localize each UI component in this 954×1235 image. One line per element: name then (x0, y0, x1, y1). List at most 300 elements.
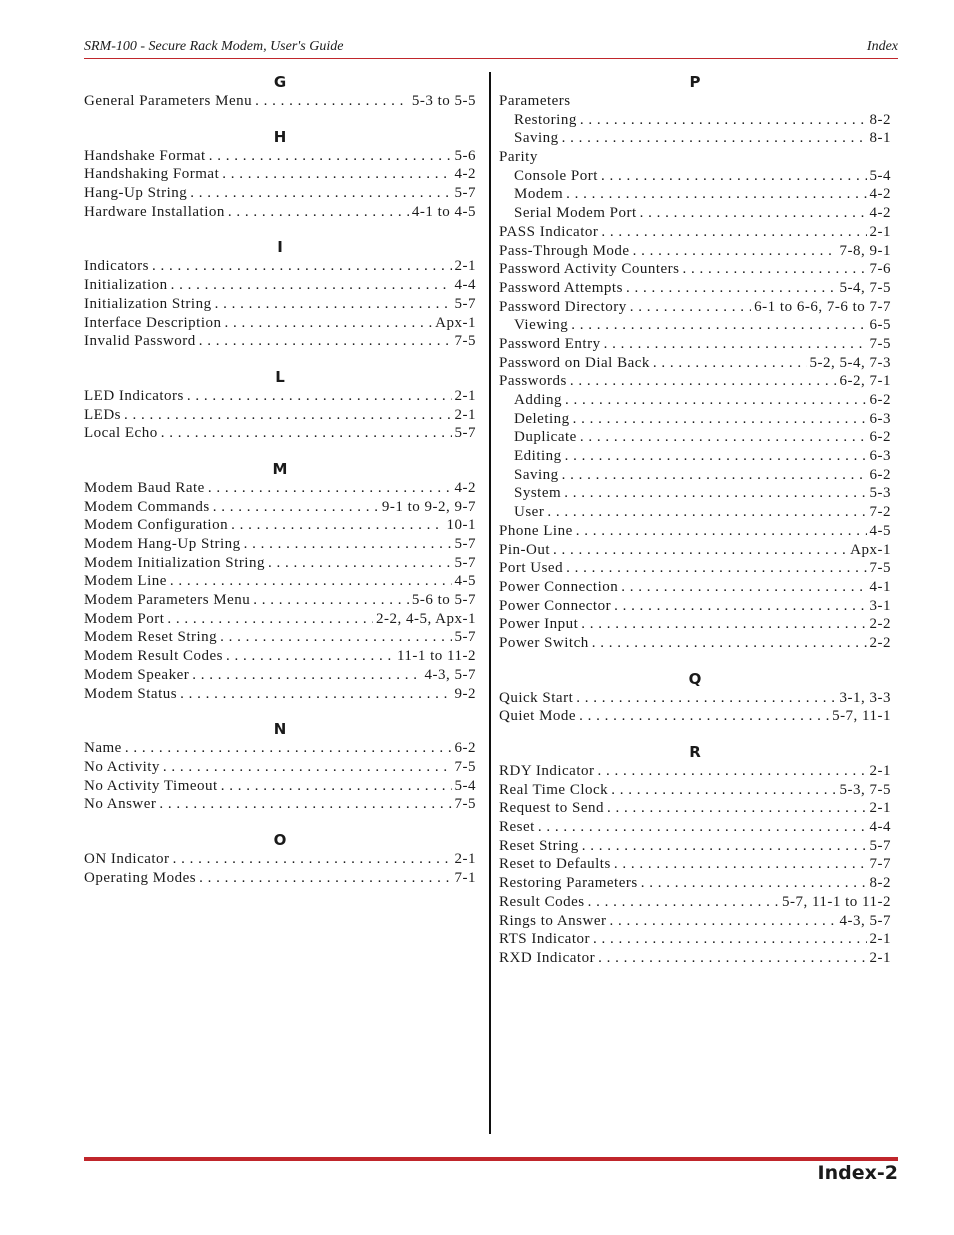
index-subentry (499, 167, 891, 186)
index-subentry (499, 129, 891, 148)
index-entry (499, 298, 891, 317)
index-subentry (499, 484, 891, 503)
index-term: Modem Baud Rate (84, 479, 205, 496)
index-column-right (499, 72, 891, 984)
dot-leader (579, 707, 829, 726)
index-entry-list (84, 92, 476, 111)
section-name: Index (866, 39, 898, 54)
index-subentry (499, 410, 891, 429)
index-term: LED Indicators (84, 387, 184, 404)
index-entry (499, 92, 891, 111)
dot-leader (231, 516, 443, 535)
index-page-ref: Apx-1 (850, 541, 891, 558)
index-subentry (499, 204, 891, 223)
index-term: Modem Speaker (84, 666, 190, 683)
index-page-ref: 4-3, 5-7 (424, 666, 476, 683)
index-entry (499, 372, 891, 391)
index-page-ref: 4-4 (454, 277, 476, 294)
dot-leader (581, 615, 866, 634)
dot-leader (199, 869, 451, 888)
index-term: Power Connection (499, 578, 619, 595)
index-page-ref: Apx-1 (435, 314, 476, 331)
index-page-ref: 4-5 (869, 522, 891, 539)
index-term: Phone Line (499, 522, 573, 539)
index-entry (499, 818, 891, 837)
dot-leader (192, 666, 421, 685)
index-page-ref: 2-2 (869, 634, 891, 651)
index-term: Modem Hang-Up String (84, 536, 241, 552)
index-page-ref: 7-5 (869, 335, 891, 352)
index-entry (499, 781, 891, 800)
index-page-ref: 7-7 (869, 856, 891, 873)
index-entry (499, 689, 891, 708)
dot-leader (588, 893, 779, 912)
index-term: Modem Reset String (84, 629, 218, 646)
index-term: General Parameters Menu (84, 93, 253, 109)
index-page-ref: 8-2 (869, 111, 891, 128)
index-entry (499, 541, 891, 560)
index-term: Hardware Installation (84, 203, 225, 220)
index-entry (84, 184, 476, 203)
index-page-ref: 3-1 (869, 597, 891, 614)
index-letter-heading: G (273, 73, 287, 91)
index-term: LEDs (84, 406, 121, 423)
index-term: Reset (499, 819, 535, 836)
dot-leader (562, 466, 867, 485)
dot-leader (553, 541, 847, 560)
index-entry (84, 628, 476, 647)
index-term: Duplicate (514, 429, 577, 446)
index-term: Modem Status (84, 685, 178, 702)
index-entry-list (84, 147, 476, 222)
index-page-ref: 2-2 (869, 616, 891, 633)
index-page-ref: 11-1 to 11-2 (396, 648, 476, 665)
index-term: RTS Indicator (499, 931, 590, 948)
index-entry-list (499, 762, 891, 968)
dot-leader (244, 535, 452, 554)
index-entry (499, 335, 891, 354)
index-term: Quick Start (499, 689, 574, 706)
index-page-ref: 7-2 (869, 504, 891, 521)
dot-leader (683, 260, 867, 279)
index-term: Parameters (499, 93, 571, 109)
dot-leader (215, 295, 452, 314)
index-term: Interface Description (84, 314, 222, 331)
index-letter-heading: M (272, 459, 288, 478)
index-page-ref: 5-4, 7-5 (839, 279, 891, 296)
index-term: Passwords (499, 373, 567, 390)
index-entry (499, 354, 891, 373)
index-entry-list (84, 739, 476, 814)
index-term: Name (84, 740, 122, 757)
index-page-ref: 5-6 to 5-7 (411, 592, 476, 609)
index-page-ref: 5-7 (454, 554, 476, 571)
dot-leader (601, 167, 867, 186)
dot-leader (601, 223, 866, 242)
index-entry-list (499, 92, 891, 653)
index-entry (84, 777, 476, 796)
index-letter-heading: Q (688, 669, 702, 688)
index-page-ref: 5-3 to 5-5 (411, 93, 476, 109)
index-term: Handshaking Format (84, 166, 220, 183)
dot-leader (641, 874, 867, 893)
index-entry (84, 516, 476, 535)
index-term: Password on Dial Back (499, 354, 650, 371)
dot-leader (226, 647, 394, 666)
index-entry-list (499, 689, 891, 726)
dot-leader (268, 554, 452, 573)
index-page-ref: 4-2 (869, 205, 891, 222)
index-entry (499, 634, 891, 653)
dot-leader (209, 147, 452, 166)
dot-leader (598, 949, 866, 968)
dot-leader (573, 410, 867, 429)
index-entry (499, 855, 891, 874)
index-entry (84, 572, 476, 591)
dot-leader (580, 428, 867, 447)
index-page-ref: 6-2 (869, 429, 891, 446)
index-page-ref: 2-2, 4-5, Apx-1 (376, 610, 476, 627)
dot-leader (640, 204, 867, 223)
index-term: RDY Indicator (499, 763, 595, 779)
index-page-ref: 4-3, 5-7 (839, 912, 891, 929)
index-page-ref: 6-2 (454, 740, 476, 757)
index-entry (84, 554, 476, 573)
dot-leader (565, 391, 867, 410)
index-entry-list (84, 387, 476, 443)
index-entry (499, 874, 891, 893)
index-letter-heading: O (273, 830, 287, 849)
dot-leader (565, 447, 867, 466)
dot-leader (253, 591, 409, 610)
index-term: Modem Line (84, 573, 167, 590)
dot-leader (171, 276, 452, 295)
index-subentry (499, 185, 891, 204)
index-page-ref: 6-5 (869, 317, 891, 334)
dot-leader (124, 406, 452, 425)
index-page-ref: 4-2 (454, 166, 476, 183)
index-entry (84, 591, 476, 610)
index-term: Hang-Up String (84, 185, 188, 202)
index-page-ref: 5-7 (869, 837, 891, 854)
index-entry (84, 739, 476, 758)
index-subentry (499, 111, 891, 130)
dot-leader (614, 597, 866, 616)
index-term: User (514, 504, 545, 521)
index-entry (499, 799, 891, 818)
index-term: Initialization String (84, 295, 212, 312)
index-term: Saving (514, 466, 559, 483)
index-term: Adding (514, 392, 562, 408)
index-term: Editing (514, 448, 562, 465)
index-term: PASS Indicator (499, 223, 599, 240)
index-page-ref: 4-1 to 4-5 (411, 203, 476, 220)
index-term: Rings to Answer (499, 912, 607, 929)
index-page-ref: 6-2 (869, 466, 891, 483)
dot-leader (570, 372, 837, 391)
index-entry (84, 535, 476, 554)
dot-leader (163, 758, 452, 777)
index-entry (84, 647, 476, 666)
index-letter-heading: P (689, 73, 701, 91)
index-term: Modem Commands (84, 498, 210, 515)
index-term: Restoring (514, 111, 577, 128)
dot-leader (187, 387, 452, 406)
index-page-ref: 4-2 (454, 479, 476, 496)
index-entry (84, 479, 476, 498)
index-letter-heading: I (277, 238, 283, 257)
index-entry (499, 522, 891, 541)
index-page-ref: 2-1 (454, 406, 476, 423)
index-page-ref: 2-1 (454, 387, 476, 404)
dot-leader (604, 335, 867, 354)
index-page-ref: 5-3, 7-5 (839, 781, 891, 798)
index-page-ref: 5-4 (454, 777, 476, 794)
index-term: Deleting (514, 410, 570, 427)
index-page-ref: 6-1 to 6-6, 7-6 to 7-7 (754, 298, 891, 315)
index-page-ref: 3-1, 3-3 (839, 689, 891, 706)
dot-leader (228, 203, 409, 222)
index-page-ref: 7-5 (454, 758, 476, 775)
index-term: Power Input (499, 616, 579, 633)
index-term: Password Attempts (499, 279, 623, 296)
dot-leader (633, 242, 837, 261)
index-term: Power Switch (499, 634, 589, 651)
dot-leader (173, 850, 452, 869)
index-entry-list (84, 479, 476, 703)
index-term: Viewing (514, 317, 569, 334)
dot-leader (190, 184, 451, 203)
page-number: Index-2 (817, 1162, 898, 1184)
index-term: Pin-Out (499, 541, 551, 558)
index-page-ref: 4-2 (869, 186, 891, 203)
index-term: Operating Modes (84, 869, 197, 886)
dot-leader (611, 781, 836, 800)
index-entry (84, 92, 476, 111)
index-page-ref: 4-5 (454, 573, 476, 590)
index-subentry (499, 466, 891, 485)
index-page-ref: 5-3 (869, 485, 891, 502)
index-page-ref: 7-8, 9-1 (839, 242, 891, 259)
dot-leader (571, 316, 866, 335)
dot-leader (610, 912, 837, 931)
dot-leader (592, 634, 867, 653)
index-page-ref: 2-1 (869, 800, 891, 817)
index-entry (499, 223, 891, 242)
index-page-ref: 2-1 (869, 223, 891, 240)
index-letter-heading: L (275, 367, 285, 386)
index-entry (84, 147, 476, 166)
dot-leader (167, 610, 373, 629)
index-page-ref: 4-4 (869, 819, 891, 836)
index-term: Real Time Clock (499, 781, 609, 798)
index-entry (499, 930, 891, 949)
index-page-ref: 2-1 (454, 850, 476, 867)
index-term: Reset to Defaults (499, 856, 611, 873)
dot-leader (630, 298, 751, 317)
dot-leader (213, 498, 379, 517)
index-term: Modem Configuration (84, 517, 229, 534)
dot-leader (626, 279, 837, 298)
index-subentry (499, 316, 891, 335)
page-header (84, 39, 898, 59)
index-term: Password Directory (499, 298, 627, 315)
index-entry (84, 165, 476, 184)
index-entry (84, 758, 476, 777)
index-term: No Activity Timeout (84, 777, 218, 794)
index-page-ref: 7-5 (454, 333, 476, 350)
index-page-ref: 5-7, 11-1 (832, 708, 891, 725)
index-entry (84, 685, 476, 704)
index-subentry (499, 428, 891, 447)
document-title: SRM-100 - Secure Rack Modem, User's Guide (84, 39, 344, 54)
dot-leader (220, 628, 451, 647)
index-term: Handshake Format (84, 147, 206, 164)
index-entry (499, 597, 891, 616)
dot-leader (593, 930, 867, 949)
index-term: Initialization (84, 277, 168, 294)
footer-rule (84, 1157, 898, 1161)
index-subentry (499, 447, 891, 466)
dot-leader (607, 799, 867, 818)
index-term: Result Codes (499, 893, 585, 910)
index-term: Restoring Parameters (499, 875, 638, 892)
index-entry (84, 276, 476, 295)
index-entry (499, 260, 891, 279)
index-term: Modem Parameters Menu (84, 592, 251, 609)
dot-leader (582, 837, 867, 856)
index-letter-heading: H (273, 127, 287, 146)
dot-leader (562, 129, 867, 148)
index-page-ref: 7-5 (454, 796, 476, 813)
index-page-ref: 2-1 (869, 949, 891, 966)
dot-leader (564, 484, 866, 503)
index-term: Indicators (84, 258, 149, 275)
dot-leader (221, 777, 452, 796)
index-page-ref: 9-1 to 9-2, 9-7 (381, 498, 476, 515)
index-page-ref: 6-3 (869, 448, 891, 465)
index-entry (84, 850, 476, 869)
dot-leader (222, 165, 451, 184)
dot-leader (566, 559, 866, 578)
dot-leader (180, 685, 451, 704)
index-page-ref: 5-6 (454, 147, 476, 164)
dot-leader (152, 257, 452, 276)
index-page-ref: 6-2, 7-1 (839, 373, 891, 390)
index-term: Password Activity Counters (499, 261, 680, 278)
index-entry (499, 578, 891, 597)
dot-leader (598, 762, 867, 781)
index-page-ref: 5-7 (454, 295, 476, 312)
index-page-ref: 5-7 (454, 629, 476, 646)
index-term: No Answer (84, 796, 157, 813)
index-term: Serial Modem Port (514, 205, 637, 222)
dot-leader (576, 522, 867, 541)
dot-leader (653, 354, 807, 373)
dot-leader (161, 424, 452, 443)
index-term: Modem Initialization String (84, 554, 265, 571)
index-page-ref: 5-7, 11-1 to 11-2 (781, 893, 891, 910)
index-term: Modem Port (84, 610, 165, 627)
index-page-ref: 2-1 (454, 258, 476, 275)
dot-leader (255, 92, 409, 111)
index-term: Modem (514, 186, 564, 203)
index-term: Saving (514, 130, 559, 147)
dot-leader (614, 855, 867, 874)
index-entry-list (84, 257, 476, 350)
index-term: Password Entry (499, 335, 601, 352)
column-divider (489, 72, 491, 1134)
index-page-ref: 2-1 (869, 931, 891, 948)
index-page-ref: 6-2 (869, 392, 891, 408)
index-entry (499, 912, 891, 931)
dot-leader (170, 572, 452, 591)
index-page-ref: 8-1 (869, 130, 891, 147)
index-page-ref: 5-2, 5-4, 7-3 (809, 354, 891, 371)
dot-leader (547, 503, 866, 522)
index-entry (84, 257, 476, 276)
index-term: Console Port (514, 167, 598, 184)
index-term: Modem Result Codes (84, 648, 223, 665)
index-column-left (84, 72, 476, 903)
index-entry (499, 615, 891, 634)
dot-leader (538, 818, 867, 837)
index-page-ref: 4-1 (869, 578, 891, 595)
index-page-ref: 6-3 (869, 410, 891, 427)
dot-leader (125, 739, 452, 758)
index-page-ref: 5-7 (454, 185, 476, 202)
index-entry (84, 795, 476, 814)
index-page-ref: 2-1 (869, 763, 891, 779)
index-entry (84, 203, 476, 222)
index-subentry (499, 391, 891, 410)
index-page-ref: 10-1 (446, 517, 476, 534)
index-entry (499, 949, 891, 968)
dot-leader (225, 314, 433, 333)
index-entry (499, 762, 891, 781)
index-term: Invalid Password (84, 333, 196, 350)
index-entry (499, 837, 891, 856)
index-term: Reset String (499, 837, 579, 854)
index-term: RXD Indicator (499, 949, 596, 966)
dot-leader (208, 479, 452, 498)
index-entry (499, 707, 891, 726)
index-entry (84, 424, 476, 443)
index-letter-heading: R (689, 743, 701, 761)
index-term: ON Indicator (84, 850, 170, 867)
index-entry-list (84, 850, 476, 887)
dot-leader (576, 689, 836, 708)
index-page-ref: 7-1 (454, 869, 476, 886)
index-term: Parity (499, 149, 538, 166)
index-term: No Activity (84, 758, 160, 775)
dot-leader (566, 185, 866, 204)
index-entry (499, 559, 891, 578)
index-page-ref: 5-4 (869, 167, 891, 184)
index-page-ref: 5-7 (454, 425, 476, 442)
index-term: Local Echo (84, 425, 158, 442)
index-page-ref: 7-6 (869, 261, 891, 278)
dot-leader (159, 795, 451, 814)
index-page-ref: 7-5 (869, 560, 891, 577)
index-entry (499, 893, 891, 912)
index-entry (84, 387, 476, 406)
index-entry (84, 406, 476, 425)
index-entry (499, 242, 891, 261)
index-entry (84, 666, 476, 685)
index-entry (499, 148, 891, 167)
index-page-ref: 9-2 (454, 685, 476, 702)
